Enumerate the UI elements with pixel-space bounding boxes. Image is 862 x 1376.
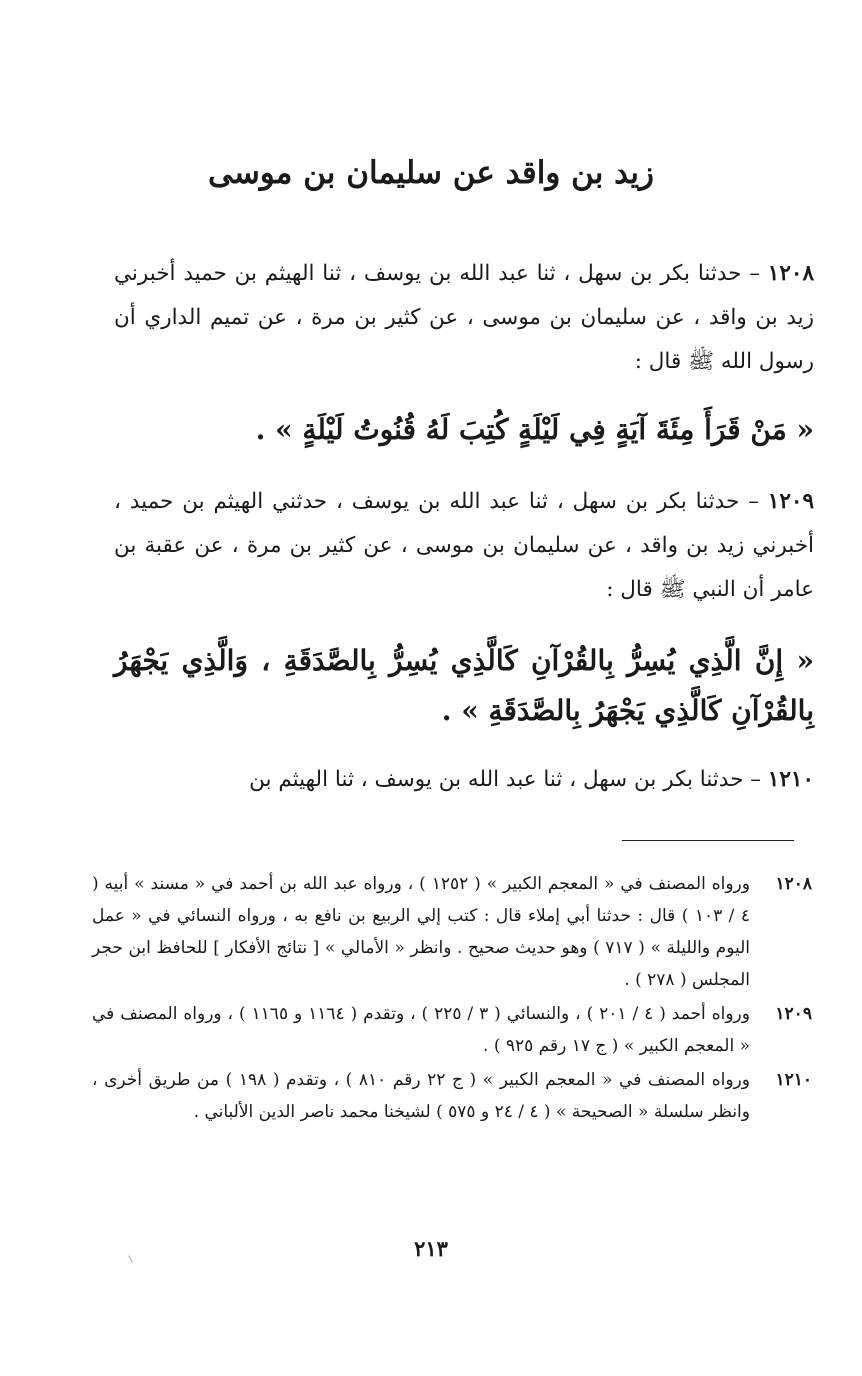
footnote-text: ورواه المصنف في « المعجم الكبير » ( ١٢٥٢ ) ، ورواه عبد الله بن أحمد في « مسند » أبيه ( ٤ / ١٠٣ ) قال : حدثنا أبي إملاء قال : كتب إلي الربيع بن نافع به ، ورواه النسائي في « عمل اليوم والليلة » ( ٧١٧ ) وهو حديث صحيح . وانظر « الأمالي » [ نتائج الأفكار ] للحافظ ابن حجر المجلس ( ٢٧٨ ) . (92, 874, 751, 990)
footnote-number: ١٢٠٩ (775, 1004, 812, 1024)
hadith-1209-matn: « إِنَّ الَّذِي يُسِرُّ بِالقُرْآنِ كَالَّذِي يُسِرُّ بِالصَّدَقَةِ ، وَالَّذِي يَجْهَرُ بِالقُرْآنِ كَالَّذِي يَجْهَرُ بِالصَّدَقَةِ » . (114, 644, 814, 727)
footnote-1208 (92, 868, 812, 996)
page-number: ٢١٣ (414, 1236, 448, 1261)
hadith-1208 (114, 252, 814, 384)
hadith-isnad: – حدثنا بكر بن سهل ، ثنا عبد الله بن يوسف ، حدثني الهيثم بن حميد ، أخبرني زيد بن واقد ، عن سليمان بن موسى ، عن كثير بن مرة ، عن عقبة بن عامر أن النبي ﷺ قال : (114, 489, 814, 602)
footnote-divider (622, 840, 794, 841)
footnote-1209 (92, 998, 812, 1062)
hadith-1209 (114, 480, 814, 612)
hadith-isnad: – حدثنا بكر بن سهل ، ثنا عبد الله بن يوسف ، ثنا الهيثم بن (249, 767, 768, 792)
footnotes (92, 868, 812, 1130)
footnote-text: ورواه أحمد ( ٤ / ٢٠١ ) ، والنسائي ( ٣ / ٢٢٥ ) ، وتقدم ( ١١٦٤ و ١١٦٥ ) ، ورواه المصنف في « المعجم الكبير » ( ج ١٧ رقم ٩٢٥ ) . (92, 1004, 750, 1056)
chapter-title: زيد بن واقد عن سليمان بن موسى (207, 155, 654, 191)
hadith-1208-matn: « مَنْ قَرَأَ مِئَةَ آيَةٍ فِي لَيْلَةٍ كُتِبَ لَهُ قُنُوتُ لَيْلَةٍ » . (255, 413, 814, 446)
footnote-text: ورواه المصنف في « المعجم الكبير » ( ج ٢٢ رقم ٨١٠ ) ، وتقدم ( ١٩٨ ) من طريق أخرى ، وانظر سلسلة « الصحيحة » ( ٤ / ٢٤ و ٥٧٥ ) لشيخنا محمد ناصر الدين الألباني . (92, 1070, 750, 1122)
hadith-number: ١٢٠٨ (767, 261, 814, 286)
hadith-number: ١٢١٠ (767, 767, 814, 792)
footnote-number: ١٢٠٨ (775, 874, 812, 894)
hadith-isnad: – حدثنا بكر بن سهل ، ثنا عبد الله بن يوسف ، ثنا الهيثم بن حميد أخبرني زيد بن واقد ، عن سليمان بن موسى ، عن كثير بن مرة ، عن تميم الداري أن رسول الله ﷺ قال : (114, 261, 814, 374)
footnote-1210 (92, 1064, 812, 1128)
footnote-number: ١٢١٠ (775, 1070, 812, 1090)
hadith-number: ١٢٠٩ (767, 489, 814, 514)
hadith-1210 (114, 758, 814, 802)
